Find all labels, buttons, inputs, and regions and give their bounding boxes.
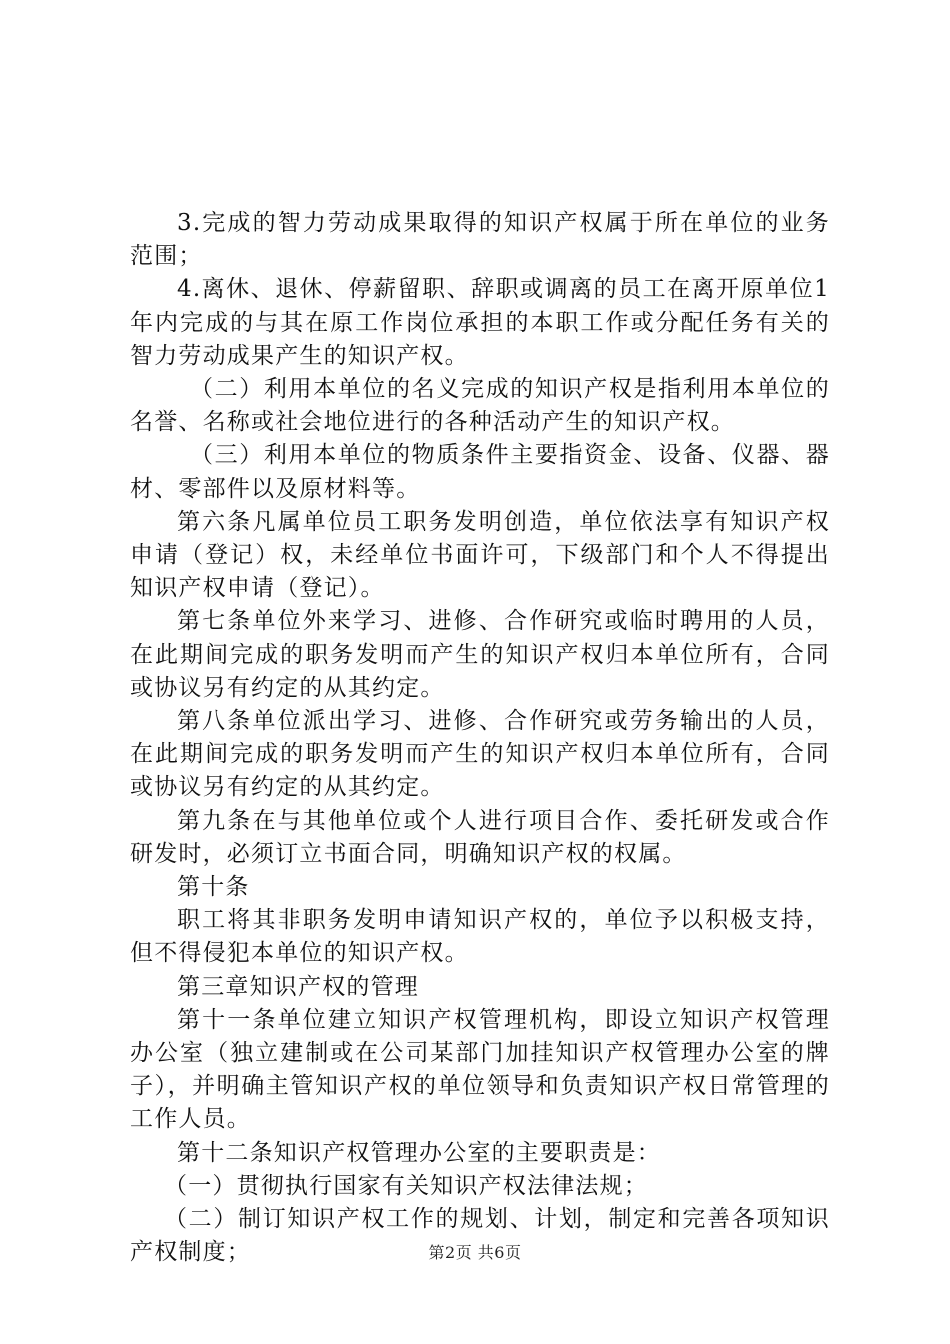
page-number-footer: 第2页 共6页 [428,1243,522,1262]
paragraph-item-3: 3.完成的智力劳动成果取得的知识产权属于所在单位的业务范围； [130,210,830,270]
paragraph-item-4: 4.离休、退休、停薪留职、辞职或调离的员工在离开原单位1年内完成的与其在原工作岗位承担的本职工作或分配任务有关的智力劳动成果产生的知识产权。 [130,276,830,369]
paragraph-clause-3: （三）利用本单位的物质条件主要指资金、设备、仪器、器材、零部件以及原材料等。 [130,442,830,502]
paragraph-clause-2: （二）利用本单位的名义完成的知识产权是指利用本单位的名誉、名称或社会地位进行的各种活动产生的知识产权。 [130,376,830,436]
paragraph-article-9: 第九条在与其他单位或个人进行项目合作、委托研发或合作研发时，必须订立书面合同，明确知识产权的权属。 [130,807,830,867]
document-body [130,207,830,1270]
chapter-heading: 第三章知识产权的管理 [177,973,419,1000]
paragraph-duty-1: （一）贯彻执行国家有关知识产权法律法规； [164,1172,648,1199]
paragraph-article-10-heading: 第十条 [177,874,250,901]
paragraph-article-8: 第八条单位派出学习、进修、合作研究或劳务输出的人员，在此期间完成的职务发明而产生的知识产权归本单位所有，合同或协议另有约定的从其约定。 [130,708,830,801]
paragraph-duty-2: （二）制订知识产权工作的规划、计划，制定和完善各项知识产权制度； [130,1206,830,1266]
paragraph-article-11: 第十一条单位建立知识产权管理机构，即设立知识产权管理办公室（独立建制或在公司某部门加挂知识产权管理办公室的牌子），并明确主管知识产权的单位领导和负责知识产权日常管理的工作人员。 [130,1006,830,1133]
paragraph-article-10-body: 职工将其非职务发明申请知识产权的，单位予以积极支持，但不得侵犯本单位的知识产权。 [130,907,830,967]
paragraph-article-7: 第七条单位外来学习、进修、合作研究或临时聘用的人员，在此期间完成的职务发明而产生的知识产权归本单位所有，合同或协议另有约定的从其约定。 [130,608,830,701]
paragraph-article-6: 第六条凡属单位员工职务发明创造，单位依法享有知识产权申请（登记）权，未经单位书面许可，下级部门和个人不得提出知识产权申请（登记）。 [130,508,830,602]
paragraph-article-12: 第十二条知识产权管理办公室的主要职责是： [177,1139,661,1166]
